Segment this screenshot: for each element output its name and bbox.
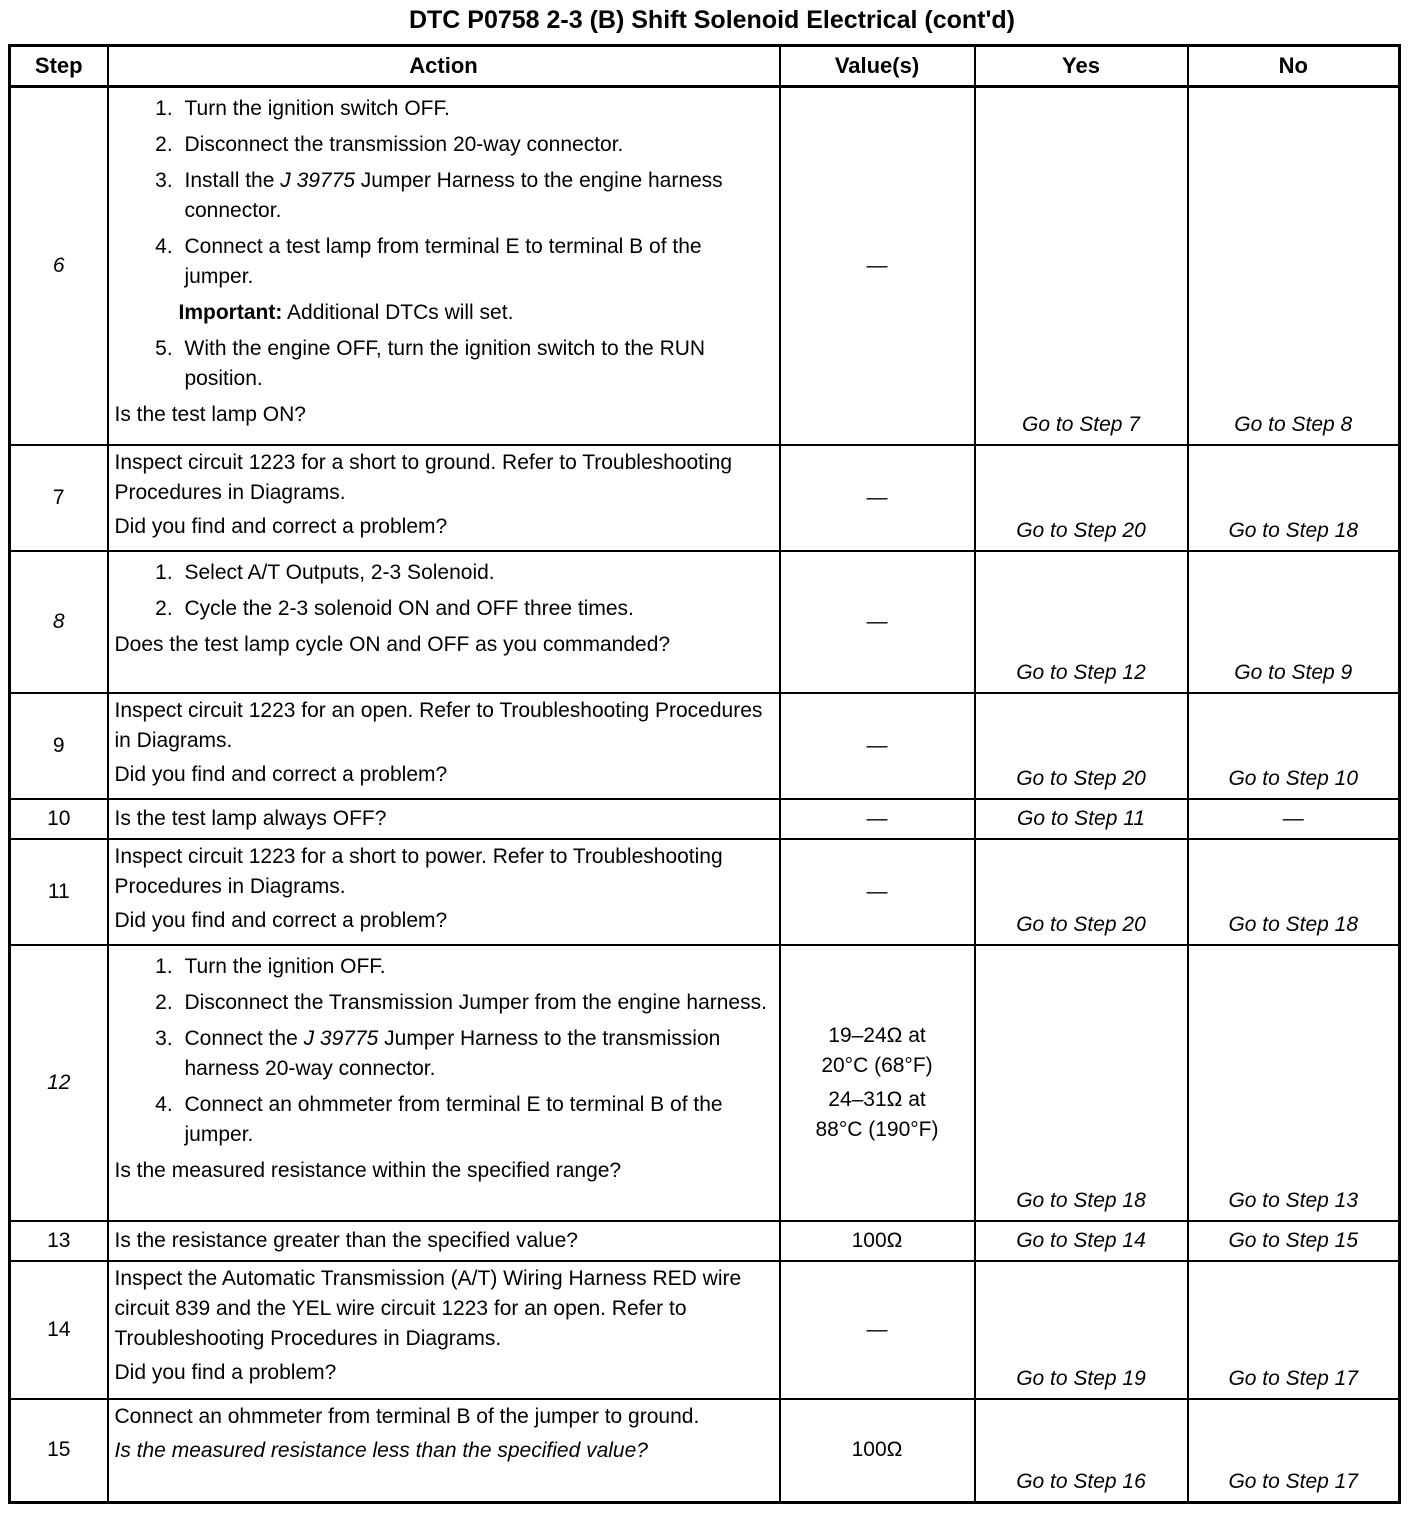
value-cell — [780, 945, 975, 1221]
action-question: Did you find and correct a problem? — [114, 514, 448, 538]
action-cell — [108, 1261, 780, 1399]
value-range-2: 24–31Ω at 88°C (190°F) — [815, 1087, 939, 1141]
value-cell: — — [780, 693, 975, 799]
step-number: 14 — [10, 1261, 108, 1399]
table-row — [10, 1399, 1400, 1503]
no-cell: Go to Step 9 — [1188, 551, 1400, 693]
action-item: 5. With the engine OFF, turn the ignition switch to the RUN position. — [179, 334, 773, 394]
action-cell — [108, 551, 780, 693]
yes-cell: Go to Step 20 — [975, 693, 1188, 799]
no-cell: Go to Step 13 — [1188, 945, 1400, 1221]
action-cell — [108, 693, 780, 799]
no-cell: Go to Step 15 — [1188, 1221, 1400, 1261]
value-cell: — — [780, 839, 975, 945]
action-item: 2. Disconnect the transmission 20-way connector. — [179, 130, 773, 160]
action-question: Is the measured resistance less than the specified value? — [114, 1438, 648, 1462]
action-text: Inspect circuit 1223 for a short to ground. Refer to Troubleshooting Procedures in Diagrams. — [114, 450, 733, 504]
action-cell — [108, 1221, 780, 1261]
header-no: No — [1188, 46, 1400, 87]
action-question: Is the test lamp always OFF? — [114, 806, 387, 830]
table-row — [10, 87, 1400, 445]
value-cell: 100Ω — [780, 1221, 975, 1261]
no-cell: Go to Step 10 — [1188, 693, 1400, 799]
action-question: Did you find and correct a problem? — [114, 762, 448, 786]
header-values: Value(s) — [780, 46, 975, 87]
action-text: Inspect circuit 1223 for a short to power. Refer to Troubleshooting Procedures in Diagrams. — [114, 844, 723, 898]
value-cell: — — [780, 445, 975, 551]
action-item: 1. Select A/T Outputs, 2-3 Solenoid. — [179, 558, 773, 588]
action-question: Is the test lamp ON? — [114, 403, 306, 426]
action-question: Does the test lamp cycle ON and OFF as you commanded? — [114, 632, 671, 656]
yes-cell: Go to Step 20 — [975, 839, 1188, 945]
action-item: 2. Disconnect the Transmission Jumper from the engine harness. — [179, 988, 773, 1018]
action-cell — [108, 839, 780, 945]
action-item: 1. Turn the ignition switch OFF. — [179, 94, 773, 124]
yes-cell: Go to Step 20 — [975, 445, 1188, 551]
value-cell: 100Ω — [780, 1399, 975, 1503]
no-cell: Go to Step 18 — [1188, 445, 1400, 551]
table-row — [10, 799, 1400, 839]
no-cell: — — [1188, 799, 1400, 839]
action-cell — [108, 799, 780, 839]
tool-name: J 39775 — [280, 169, 355, 192]
table-row — [10, 1261, 1400, 1399]
step-number: 11 — [10, 839, 108, 945]
yes-cell: Go to Step 11 — [975, 799, 1188, 839]
action-cell — [108, 445, 780, 551]
action-cell — [108, 945, 780, 1221]
table-row — [10, 445, 1400, 551]
step-number: 13 — [10, 1221, 108, 1261]
yes-cell: Go to Step 7 — [975, 87, 1188, 445]
tool-name: J 39775 — [303, 1026, 379, 1050]
value-range-1: 19–24Ω at 20°C (68°F) — [821, 1023, 933, 1077]
step-number: 7 — [10, 445, 108, 551]
step-number: 8 — [10, 551, 108, 693]
header-row — [10, 46, 1400, 87]
action-question: Did you find a problem? — [114, 1360, 337, 1384]
step-number: 6 — [10, 87, 108, 445]
action-item: 1. Turn the ignition OFF. — [179, 952, 773, 982]
yes-cell: Go to Step 19 — [975, 1261, 1188, 1399]
action-item: 4. Connect a test lamp from terminal E to terminal B of the jumper. — [179, 232, 773, 292]
table-row — [10, 839, 1400, 945]
header-step: Step — [10, 46, 108, 87]
yes-cell: Go to Step 12 — [975, 551, 1188, 693]
no-cell: Go to Step 18 — [1188, 839, 1400, 945]
step-number: 12 — [10, 945, 108, 1221]
page-title: DTC P0758 2-3 (B) Shift Solenoid Electrical (cont'd) — [408, 6, 1016, 34]
no-cell: Go to Step 17 — [1188, 1261, 1400, 1399]
action-item: 2. Cycle the 2-3 solenoid ON and OFF three times. — [179, 594, 773, 624]
value-cell: — — [780, 551, 975, 693]
no-cell: Go to Step 17 — [1188, 1399, 1400, 1503]
action-item: 4. Connect an ohmmeter from terminal E to terminal B of the jumper. — [179, 1090, 773, 1150]
action-text: Connect an ohmmeter from terminal B of the jumper to ground. — [114, 1404, 700, 1428]
table-row — [10, 551, 1400, 693]
diagnostic-table — [8, 44, 1401, 1504]
important-note: Important: Additional DTCs will set. — [178, 301, 514, 324]
value-cell: — — [780, 1261, 975, 1399]
table-row — [10, 945, 1400, 1221]
action-question: Is the measured resistance within the specified range? — [114, 1158, 622, 1182]
action-item: 3. Install the J 39775 Jumper Harness to the engine harness connector. — [179, 166, 773, 226]
step-number: 10 — [10, 799, 108, 839]
header-action: Action — [108, 46, 780, 87]
yes-cell: Go to Step 16 — [975, 1399, 1188, 1503]
step-number: 9 — [10, 693, 108, 799]
action-text: Inspect circuit 1223 for an open. Refer to Troubleshooting Procedures in Diagrams. — [114, 698, 763, 752]
yes-cell: Go to Step 14 — [975, 1221, 1188, 1261]
action-item: 3. Connect the J 39775 Jumper Harness to the transmission harness 20-way connector. — [179, 1024, 773, 1084]
no-cell: Go to Step 8 — [1188, 87, 1400, 445]
action-cell — [108, 1399, 780, 1503]
header-yes: Yes — [975, 46, 1188, 87]
action-question: Did you find and correct a problem? — [114, 908, 448, 932]
table-row — [10, 1221, 1400, 1261]
value-cell: — — [780, 87, 975, 445]
action-question: Is the resistance greater than the specified value? — [114, 1228, 578, 1252]
action-text: Inspect the Automatic Transmission (A/T) Wiring Harness RED wire circuit 839 and the YEL wire circuit 1223 for an open. Refer to Troubleshooting Procedures in Diagrams. — [114, 1266, 742, 1350]
step-number: 15 — [10, 1399, 108, 1503]
yes-cell: Go to Step 18 — [975, 945, 1188, 1221]
value-cell: — — [780, 799, 975, 839]
action-cell — [108, 87, 780, 445]
table-row — [10, 693, 1400, 799]
